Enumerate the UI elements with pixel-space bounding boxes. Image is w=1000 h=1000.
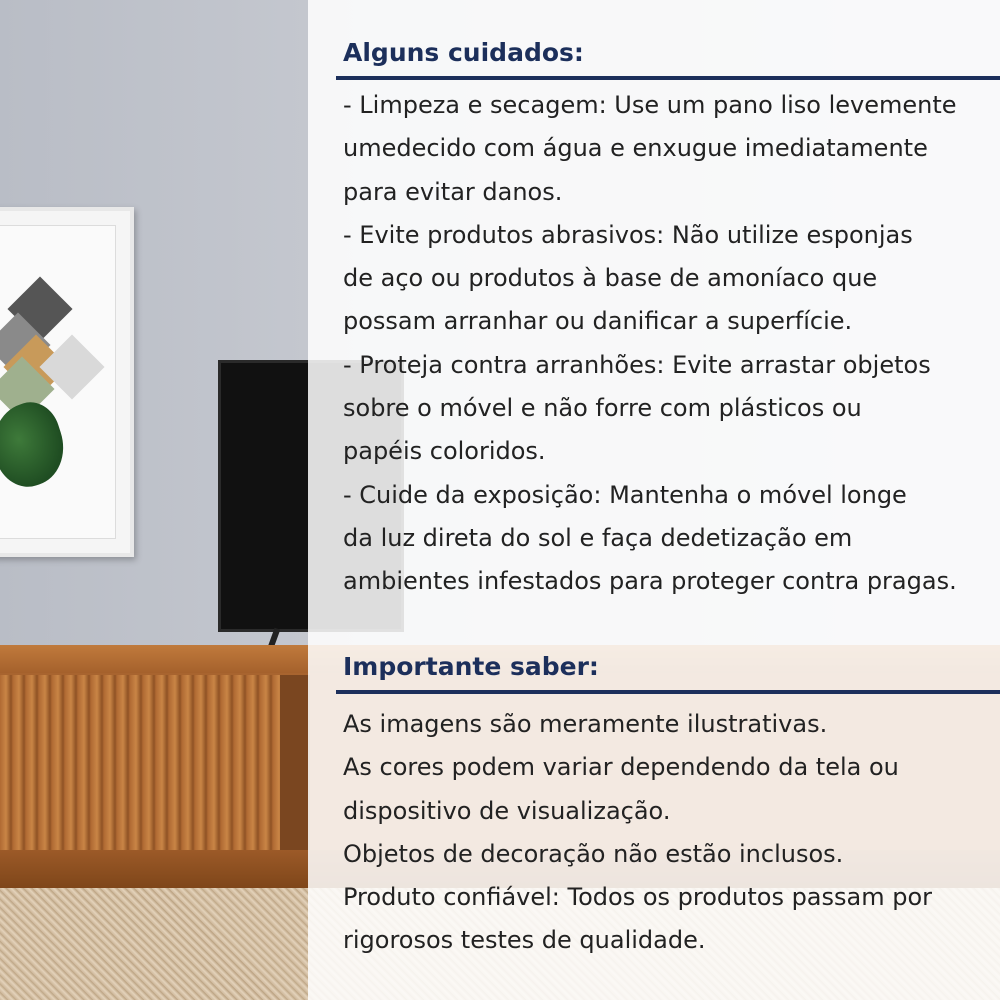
- info-line: As cores podem variar dependendo da tela ou: [343, 753, 899, 782]
- info-heading: Importante saber:: [343, 652, 599, 681]
- care-heading: Alguns cuidados:: [343, 38, 584, 67]
- info-line: As imagens são meramente ilustrativas.: [343, 710, 828, 738]
- care-divider: [336, 76, 1000, 80]
- info-line: rigorosos testes de qualidade.: [343, 926, 706, 955]
- care-line: da luz direta do sol e faça dedetização em: [343, 523, 853, 552]
- leaf-illustration: [0, 395, 74, 495]
- cabinet-open-shelf: [280, 675, 310, 850]
- care-line: - Evite produtos abrasivos: Não utilize esponjas: [343, 220, 913, 249]
- care-line: de aço ou produtos à base de amoníaco que: [343, 264, 878, 293]
- info-line: Produto confiável: Todos os produtos passam por: [343, 883, 933, 912]
- care-line: possam arranhar ou danificar a superfície.: [343, 307, 853, 336]
- care-line: - Proteja contra arranhões: Evite arrastar objetos: [343, 350, 931, 379]
- care-line: sobre o móvel e não forre com plásticos ou: [343, 394, 862, 423]
- care-list: [343, 84, 957, 604]
- info-line: dispositivo de visualização.: [343, 796, 671, 825]
- info-line: Objetos de decoração não estão inclusos.: [343, 839, 844, 868]
- info-list: [343, 703, 932, 963]
- care-line: umedecido com água e enxugue imediatamente: [343, 134, 928, 163]
- wall-art: [0, 225, 116, 539]
- wall-art-frame: [0, 207, 134, 557]
- care-line: ambientes infestados para proteger contra pragas.: [343, 567, 957, 596]
- care-line: papéis coloridos.: [343, 437, 546, 466]
- care-line: para evitar danos.: [343, 177, 563, 206]
- care-line: - Cuide da exposição: Mantenha o móvel longe: [343, 480, 907, 509]
- cabinet-slatted-door: [0, 675, 280, 850]
- info-divider: [336, 690, 1000, 694]
- care-line: - Limpeza e secagem: Use um pano liso levemente: [343, 91, 957, 119]
